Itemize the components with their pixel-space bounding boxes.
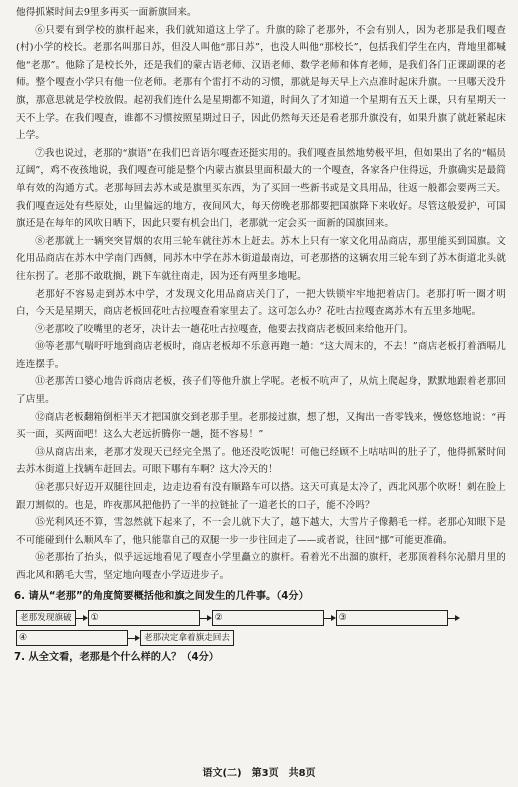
- paragraph-7: ⑦我也说过，老那的“旗语”在我们巴音语尔嘎查还挺实用的。我们嘎查虽然地势极平坦，但如果出了名的“幅员辽阔”，鸡不夜孩地说，我们嘎查可能是整个内蒙古旗县里面积最大的一个嘎查，各家各户住得远，升旗确实是最简单有效的沟通方式。老那每回去苏木或是旗里买东西，为了买回一些新书或是文具用品，往返一般都会要两三天。我们嘎查远处有些原处，山里偏远的地方，夜间风大，每天傍晚老那都要把国旗降下来收好。尽管这般爱护，可国旗还是在每年的风吹日晒下，因此只要有机会出门，老那就一定会买一面新的国旗回来。: [16, 147, 506, 230]
- paragraph-intro: 他得抓紧时间去9里多再买一面新旗回来。: [16, 7, 197, 18]
- arrow-icon: [200, 611, 212, 625]
- flow-blank-2-label: ②: [214, 612, 223, 623]
- flow-blank-3-label: ③: [338, 612, 347, 623]
- flow-blank-4-label: ④: [19, 632, 28, 643]
- paragraph-10: ⑩等老那气喘吁吁地到商店老板时，商店老板却不乐意再跑一趟：“这大周末的，不去！”商店老板打着酒嗝儿连连摆手。: [16, 341, 506, 370]
- paragraph-6: ⑥只要有到学校的旗杆起来，我们就知道这上学了。升旗的除了老那外，不会有别人，因为老那是我们嘎查(村)小学的校长。老那名叫那日苏，但没人叫他“那日苏”，也没人叫他“那校长”，包括我们学生在内，背地里都喊他“老那”。他除了是校长外，还是我们的蒙古语老师、汉语老师、数学老师和体育老师，是我们各门正课副课的老师。整个嘎查小学只有他一位老师。老那有个雷打不动的习惯，那就是每天早上六点准时起床升旗。一旦哪天没升旗，那意思就是学校放假。起初我们连什么是星期都不知道，时间久了才知道一个星期有五天上课，只有星期天一天不上学。在我们嘎查，谁都不习惯按照星期过日子，因此仍然每天还是看老那升旗没有，如果升旗了就赶紧起床上学。: [16, 24, 506, 142]
- question-6-flowchart: [16, 610, 506, 626]
- paragraph-9: ⑨老那咬了咬嘴里的老牙，决计去一趟花吐古拉嘎查，他要去找商店老板回来给他开门。: [35, 323, 414, 335]
- flow-blank-1[interactable]: [88, 610, 200, 626]
- paragraph-11: ⑪老那苦口婆心地告诉商店老板，孩子们等他升旗上学呢。老板不吭声了，从炕上爬起身，默默地跟着老那回了店里。: [16, 376, 506, 406]
- document-page: [16, 4, 506, 667]
- paragraph-14: ⑭老那只好迈开双腿往回走，边走边看有没有顺路车可以搭。这天可真是太冷了，西北风那个吹呀！刺在脸上跟刀割似的。也是，昨夜那风把他扔了一半的拉链扯了一道老长的口子，能不冷吗？: [16, 482, 506, 511]
- question-6-flowchart-row2: [16, 630, 506, 646]
- arrow-icon: [448, 611, 460, 625]
- flow-blank-2[interactable]: [212, 610, 324, 626]
- page-footer: 语文(二) 第3页 共8页: [202, 768, 316, 779]
- arrow-icon: [76, 611, 88, 625]
- question-7-label: 7. 从全文看，老那是个什么样的人？（4分）: [14, 651, 219, 663]
- paragraph-12: ⑫商店老板翻箱倒柜半天才把国旗交到老那手里。老那接过旗，想了想，又掏出一沓零钱来，慢悠悠地说：“再买一面，买两面吧！这么大老远折腾你一趟，挺不容易！”: [16, 411, 506, 441]
- paragraph-13: ⑬从商店出来，老那才发现天已经完全黑了。他还没吃饭呢！可他已经顾不上咕咕叫的肚子了，他得抓紧时间去苏木街道上找辆车赶回去。可眼下哪有车啊？这大冷天的！: [16, 446, 506, 476]
- flow-end-box: 老那决定拿着旗走回去: [140, 630, 234, 646]
- flow-blank-3[interactable]: [336, 610, 448, 626]
- arrow-icon: [128, 631, 140, 645]
- question-6-label: 6. 请从“老那”的角度简要概括他和旗之间发生的几件事。（4分）: [14, 590, 309, 602]
- flow-blank-4[interactable]: [16, 630, 128, 646]
- arrow-icon: [324, 611, 336, 625]
- paragraph-15: ⑮光利风还不算，雪忽然就下起来了，不一会儿就下大了，越下越大，大雪片子像鹅毛一样。老那心知眼下是不可能碰到什么顺风车了，他只能靠自己的双腿一步一步往回走了——或者说，往回“挪”可能更准确。: [16, 517, 506, 546]
- flow-start-box: 老那发现旗破: [16, 610, 76, 626]
- paragraph-8b: 老那好不容易走到苏木中学，才发现文化用品商店关门了，一把大铁锁牢牢地把着店门。老那打听一圈才明白，今天是星期天，商店老板回花吐古拉嘎查看家里去了。这可怎么办？花吐古拉嘎查离苏木有五里多地呢。: [16, 288, 506, 318]
- paragraph-16: ⑯老那抬了抬头，似乎远远地看见了嘎查小学里矗立的旗杆。看着光不出溜的旗杆，老那顶着科尔沁腊月里的西北风和鹅毛大雪，坚定地向嘎查小学迈进步子。: [16, 552, 506, 581]
- flow-blank-1-label: ①: [90, 612, 99, 623]
- paragraph-8: ⑧老那就上一辆突突冒烟的农用三轮车就往苏木上赶去。苏木上只有一家文化用品商店，那里能买到国旗。文化用品商店在苏木中学南门西侧，同苏木中学在苏木街道最南边，可老那搭的这辆农用三轮车到了苏木街道北头就往东拐了。老那不敢耽搁，跳下车就往南走，因为还有两里多地呢。: [16, 235, 506, 282]
